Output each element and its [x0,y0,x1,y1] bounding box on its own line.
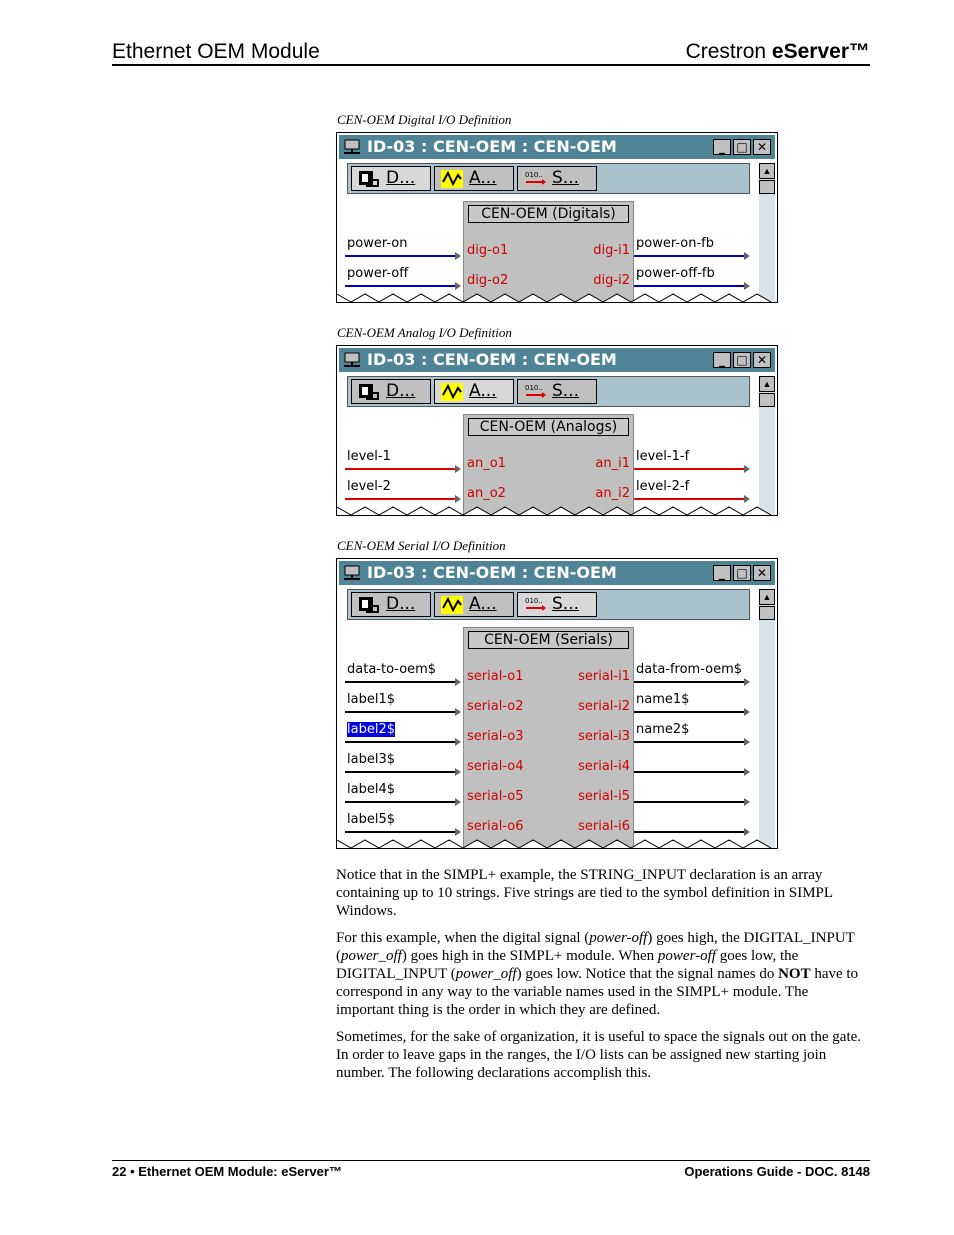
scroll-up-icon[interactable]: ▲ [759,589,775,605]
header-product-plain: Crestron [685,40,772,63]
network-icon[interactable] [343,352,361,368]
window-toolbar [347,589,750,620]
paragraph-1: Notice that in the SIMPL+ example, the STRING_INPUT declaration is an array containing up to 10 strings. Five strings are tied to the symbol definition in SIMPL Windows. [336,867,833,919]
toolbar-button-1[interactable] [434,379,514,404]
header-product-bold: eServer™ [771,40,870,63]
figure-caption: CEN-OEM Serial I/O Definition [337,538,506,553]
maximize-icon[interactable]: □ [733,352,751,368]
input-arrow-icon [455,678,461,686]
input-arrow-icon [455,252,461,260]
torn-edge [337,505,778,516]
window-toolbar [347,376,750,407]
symbol-name: CEN-OEM (Digitals) [468,205,629,223]
toolbar-button-2[interactable] [517,166,597,191]
input-wire [345,801,457,803]
output-pin: serial-i3 [578,729,630,744]
close-icon[interactable]: ✕ [753,352,771,368]
scroll-thumb[interactable] [759,606,775,620]
output-arrow-icon [744,252,750,260]
output-signal[interactable]: name2$ [636,722,690,737]
output-signal[interactable]: power-on-fb [636,236,714,251]
vertical-scrollbar[interactable] [759,589,775,848]
output-wire [634,468,746,470]
input-signal[interactable]: label4$ [347,782,395,797]
header-product [686,40,870,64]
symbol-name: CEN-OEM (Serials) [468,631,629,649]
footer-right: Operations Guide - DOC. 8148 [684,1164,870,1179]
output-pin: serial-i5 [578,789,630,804]
output-pin: an_i1 [595,456,630,471]
digital-signal-icon [358,170,380,188]
p2-d: power_off [341,948,402,964]
output-wire [634,711,746,713]
input-signal[interactable]: level-1 [347,449,391,464]
input-arrow-icon [455,708,461,716]
svg-text:010..: 010.. [525,384,543,392]
input-wire [345,255,457,257]
paragraph-2 [336,929,866,1019]
output-arrow-icon [744,798,750,806]
output-wire [634,255,746,257]
maximize-icon[interactable]: □ [733,139,751,155]
output-wire [634,681,746,683]
scroll-up-icon[interactable]: ▲ [759,376,775,392]
output-pin: serial-i2 [578,699,630,714]
toolbar-button-label: S... [552,594,580,614]
p2-g: goes low, the DIGITAL_INPUT ( [336,948,799,982]
window-title-bar[interactable] [339,348,775,372]
window-title: ID-03 : CEN-OEM : CEN-OEM [367,350,617,369]
p2-f: power-off [657,948,716,964]
toolbar-button-label: D... [386,594,416,614]
input-wire [345,711,457,713]
toolbar-button-2[interactable] [517,379,597,404]
toolbar-button-0[interactable] [351,166,431,191]
p2-c: ) goes high, the DIGITAL_INPUT ( [336,930,855,964]
footer-left: 22 • Ethernet OEM Module: eServer™ [112,1164,342,1179]
output-pin: serial-i1 [578,669,630,684]
scroll-thumb[interactable] [759,393,775,407]
window-title-bar[interactable] [339,135,775,159]
svg-text:010..: 010.. [525,171,543,179]
io-definition-window [336,132,778,303]
toolbar-button-1[interactable] [434,166,514,191]
input-wire [345,741,457,743]
output-signal[interactable]: name1$ [636,692,690,707]
output-wire [634,741,746,743]
input-signal[interactable]: level-2 [347,479,391,494]
torn-edge [337,838,778,849]
input-signal[interactable]: data-to-oem$ [347,662,437,677]
output-signal[interactable]: power-off-fb [636,266,715,281]
input-pin: serial-o3 [467,729,524,744]
analog-signal-icon [441,596,463,614]
minimize-icon[interactable]: _ [713,352,731,368]
close-icon[interactable]: ✕ [753,139,771,155]
toolbar-button-label: A... [469,168,497,188]
input-arrow-icon [455,798,461,806]
p2-e: ) goes high in the SIMPL+ module. When [401,948,658,964]
input-arrow-icon [455,282,461,290]
p2-k: have to correspond in any way to the variable names used in the SIMPL+ module. The important thing is the order in which they are defined. [336,966,859,1018]
torn-edge [337,292,778,303]
input-wire [345,771,457,773]
vertical-scrollbar[interactable] [759,163,775,302]
input-signal[interactable]: power-on [347,236,408,251]
digital-signal-icon [358,383,380,401]
input-wire [345,831,457,833]
minimize-icon[interactable]: _ [713,139,731,155]
input-wire [345,285,457,287]
scroll-up-icon[interactable]: ▲ [759,163,775,179]
io-definition-window [336,345,778,516]
output-arrow-icon [744,768,750,776]
output-arrow-icon [744,678,750,686]
serial-signal-icon [524,596,546,614]
body-text [336,866,866,1082]
scroll-thumb[interactable] [759,180,775,194]
header-title: Ethernet OEM Module [112,40,320,63]
network-icon[interactable] [343,139,361,155]
toolbar-button-0[interactable] [351,379,431,404]
maximize-icon[interactable]: □ [733,565,751,581]
input-pin: dig-o2 [467,273,509,288]
window-title-bar[interactable] [339,561,775,585]
toolbar-button-label: S... [552,381,580,401]
input-arrow-icon [455,465,461,473]
output-pin: serial-i4 [578,759,630,774]
input-arrow-icon [455,768,461,776]
toolbar-button-label: D... [386,168,416,188]
input-signal[interactable]: label3$ [347,752,395,767]
minimize-icon[interactable]: _ [713,565,731,581]
svg-text:010..: 010.. [525,597,543,605]
input-pin: dig-o1 [467,243,509,258]
io-definition-window [336,558,778,849]
toolbar-button-label: D... [386,381,416,401]
input-signal[interactable]: label5$ [347,812,395,827]
toolbar-button-1[interactable] [434,592,514,617]
output-arrow-icon [744,828,750,836]
output-arrow-icon [744,465,750,473]
input-signal[interactable]: label2$ [347,722,395,737]
toolbar-button-label: S... [552,168,580,188]
input-arrow-icon [455,738,461,746]
input-pin: an_o2 [467,486,506,501]
input-pin: serial-o6 [467,819,524,834]
output-wire [634,498,746,500]
window-title: ID-03 : CEN-OEM : CEN-OEM [367,137,617,156]
output-signal[interactable]: data-from-oem$ [636,662,743,677]
vertical-scrollbar[interactable] [759,376,775,515]
input-wire [345,681,457,683]
toolbar-button-2[interactable] [517,592,597,617]
output-wire [634,771,746,773]
input-wire [345,468,457,470]
p2-a: For this example, when the digital signal ( [336,930,590,946]
input-pin: an_o1 [467,456,506,471]
input-wire [345,498,457,500]
toolbar-button-0[interactable] [351,592,431,617]
output-pin: an_i2 [595,486,630,501]
p2-h: power_off [455,966,517,982]
paragraph-3: Sometimes, for the sake of organization, it is useful to space the signals out on the gate. In order to leave gaps in the ranges, the I/O lists can be assigned new starting join number. The following declarations accomplish this. [336,1029,862,1081]
input-arrow-icon [455,495,461,503]
close-icon[interactable]: ✕ [753,565,771,581]
input-arrow-icon [455,828,461,836]
window-toolbar [347,163,750,194]
figure-caption: CEN-OEM Analog I/O Definition [337,325,512,340]
input-pin: serial-o1 [467,669,524,684]
p2-b: power-off [589,930,648,946]
serial-signal-icon [524,383,546,401]
toolbar-button-label: A... [469,594,497,614]
output-pin: dig-i2 [593,273,630,288]
output-arrow-icon [744,495,750,503]
output-pin: dig-i1 [593,243,630,258]
output-wire [634,285,746,287]
input-pin: serial-o4 [467,759,524,774]
input-signal[interactable]: power-off [347,266,409,281]
figure-caption: CEN-OEM Digital I/O Definition [337,112,512,127]
analog-signal-icon [441,383,463,401]
digital-signal-icon [358,596,380,614]
output-signal[interactable]: level-2-f [636,479,690,494]
page-header [112,38,870,66]
serial-signal-icon [524,170,546,188]
p2-i: ) goes low. Notice that the signal names do [516,966,779,982]
p2-j: NOT [778,966,811,982]
symbol-name: CEN-OEM (Analogs) [468,418,629,436]
network-icon[interactable] [343,565,361,581]
output-signal[interactable]: level-1-f [636,449,690,464]
page-footer [112,1160,870,1179]
input-signal[interactable]: label1$ [347,692,395,707]
window-title: ID-03 : CEN-OEM : CEN-OEM [367,563,617,582]
analog-signal-icon [441,170,463,188]
output-arrow-icon [744,708,750,716]
input-pin: serial-o5 [467,789,524,804]
output-arrow-icon [744,738,750,746]
output-arrow-icon [744,282,750,290]
input-pin: serial-o2 [467,699,524,714]
toolbar-button-label: A... [469,381,497,401]
output-wire [634,831,746,833]
output-pin: serial-i6 [578,819,630,834]
output-wire [634,801,746,803]
